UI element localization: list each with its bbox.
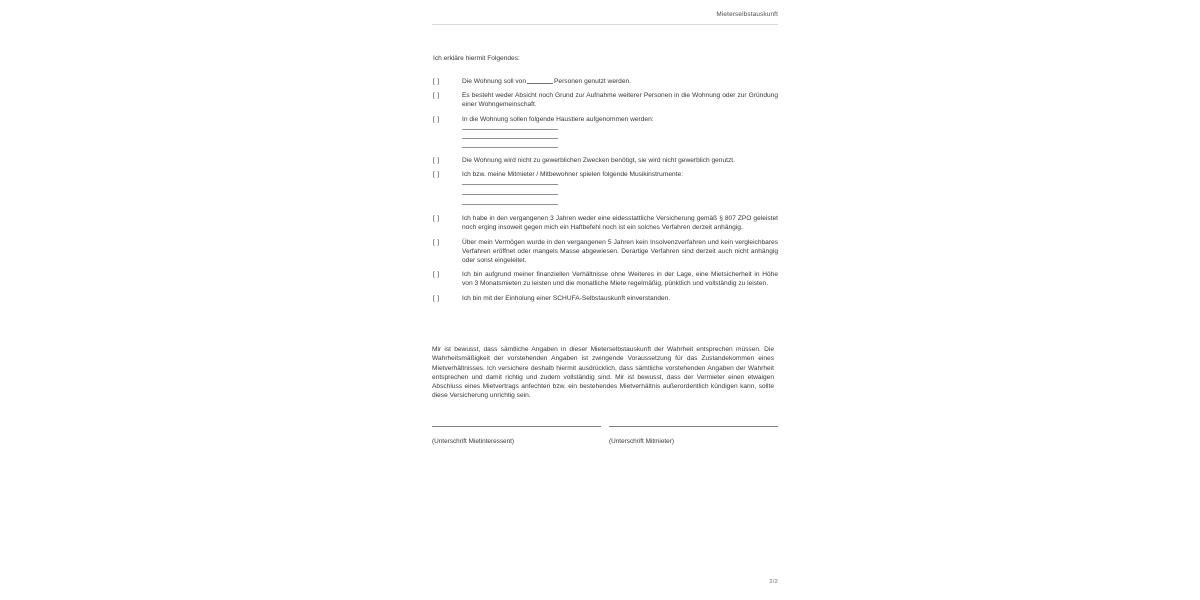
checklist-item-text-after-blank: Personen genutzt werden. [554, 78, 632, 85]
header-title: Mieterselbstauskunft [716, 11, 778, 18]
checklist-item[interactable] [433, 170, 778, 179]
checklist-item-label: Die Wohnung wird nicht zu gewerblichen Zwecken benötigt, sie wird nicht gewerblich genutzt. [462, 156, 735, 164]
signature-block-tenant-applicant [432, 426, 601, 446]
checkbox-marker[interactable]: [ ] [433, 171, 440, 179]
write-in-line[interactable] [462, 184, 558, 185]
write-in-line[interactable] [462, 129, 558, 130]
checklist-item[interactable] [433, 91, 778, 109]
checklist-item[interactable] [433, 238, 778, 266]
signature-block-co-tenant [609, 426, 778, 446]
checklist-item-text-before-blank: Die Wohnung soll von [462, 78, 527, 85]
closing-paragraph: Mir ist bewusst, dass sämtliche Angaben in dieser Mieterselbstauskunft der Wahrheit entsprechen müssen. Die Wahrheitsmäßigkeit der vorstehenden Angaben ist zwingende Voraussetzung für das Zustandekommen eines Mietverhältnisses. Ich versichere deshalb hiermit ausdrücklich, dass sämtliche vorstehenden Angaben der Wahrheit entsprechen und damit richtig und zudem vollständig sind. Mir ist bewusst, dass der Vermieter einen etwaigen Abschluss eines Mietvertrags anfechten bzw. ein bestehendes Mietverhältnis außerordentlich kündigen kann, sollte diese Versicherung unrichtig sein. [432, 346, 774, 400]
checkbox-marker[interactable]: [ ] [433, 78, 440, 85]
document-footer [432, 570, 778, 588]
checkbox-marker[interactable]: [ ] [433, 215, 440, 223]
checklist-item-label: In die Wohnung sollen folgende Haustiere aufgenommen werden: [462, 115, 654, 123]
persons-count-blank[interactable] [527, 83, 553, 84]
checklist-item[interactable] [433, 270, 778, 288]
signature-area [432, 426, 778, 446]
pets-write-in-lines [462, 129, 778, 148]
checklist-item-label: Ich bin mit der Einholung einer SCHUFA-Selbstauskunft einverstanden. [462, 294, 671, 302]
signature-label: (Unterschrift Mitmieter) [609, 438, 674, 445]
checklist-item-label: Ich bin aufgrund meiner finanziellen Verhältnisse ohne Weiteres in der Lage, eine Mietsicherheit in Höhe von 3 Monatsmieten zu leisten und die monatliche Miete regelmäßig, pünktlich und vollständig zu leisten. [462, 271, 778, 288]
header-divider [432, 24, 778, 25]
checklist-item-label: Ich bzw. meine Mitmieter / Mitbewohner spielen folgende Musikinstrumente: [462, 171, 683, 179]
checkbox-marker[interactable]: [ ] [433, 271, 440, 279]
checkbox-marker[interactable]: [ ] [433, 238, 440, 246]
write-in-line[interactable] [462, 194, 558, 195]
checklist-item-label [462, 77, 778, 86]
checklist-item-label: Über mein Vermögen wurde in den vergangenen 5 Jahren kein Insolvenzverfahren und kein vergleichbares Verfahren eröffnet oder mangels Masse abgewiesen. Derartige Verfahren sind derzeit auch nicht anhängig oder sonst eingeleitet. [462, 238, 778, 265]
checkbox-marker[interactable]: [ ] [433, 92, 440, 100]
instruments-write-in-lines [462, 184, 778, 205]
checklist-item-label: Es besteht weder Absicht noch Grund zur Aufnahme weiterer Personen in die Wohnung oder zur Gründung einer Wohngemeinschaft. [462, 92, 778, 109]
checklist-item[interactable] [433, 115, 778, 124]
checkbox-marker[interactable]: [ ] [433, 294, 440, 302]
document-header [432, 10, 778, 19]
write-in-line[interactable] [462, 147, 558, 148]
checkbox-marker[interactable]: [ ] [433, 156, 440, 164]
checklist-item-label: Ich habe in den vergangenen 3 Jahren weder eine eidesstattliche Versicherung gemäß § 807 ZPO geleistet noch erging insoweit gegen mich ein Haftbefehl noch ist ein solches Verfahren derzeit anhängig. [462, 215, 778, 232]
checklist-item[interactable] [433, 156, 778, 165]
declaration-checklist [433, 77, 778, 308]
checklist-item[interactable] [433, 214, 778, 232]
signature-line[interactable] [432, 426, 601, 427]
page-number: 2/2 [769, 579, 778, 585]
signature-line[interactable] [609, 426, 778, 427]
write-in-line[interactable] [462, 204, 558, 205]
checklist-item[interactable] [433, 294, 778, 303]
signature-label: (Unterschrift Mietinteressent) [432, 438, 515, 445]
checklist-item[interactable] [433, 77, 778, 86]
write-in-line[interactable] [462, 138, 558, 139]
checkbox-marker[interactable]: [ ] [433, 115, 440, 123]
intro-text: Ich erkläre hiermit Folgendes: [433, 55, 520, 62]
